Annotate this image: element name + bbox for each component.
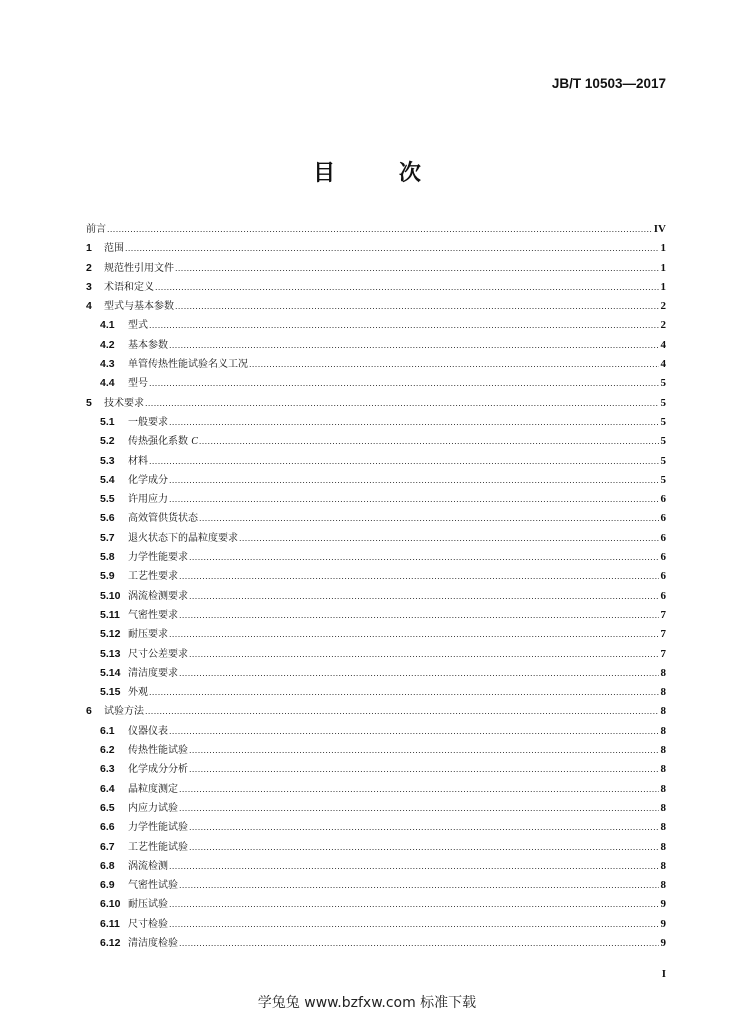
toc-entry[interactable] <box>86 432 666 451</box>
toc-entry-label-text: 尺寸检验 <box>128 918 168 930</box>
toc-entry-number: 5.13 <box>100 647 121 660</box>
toc-entry-number: 6.9 <box>100 879 115 892</box>
toc-leader-dots <box>149 374 659 393</box>
toc-entry-label-text: 力学性能要求 <box>128 552 188 564</box>
toc-leader-dots <box>189 645 659 664</box>
toc-entry-number: 5.9 <box>100 570 115 583</box>
toc-entry[interactable] <box>86 220 666 239</box>
toc-leader-dots <box>179 606 659 625</box>
toc-entry-page: 1 <box>660 280 666 293</box>
toc-entry-page: 8 <box>660 763 666 776</box>
toc-entry-page: 6 <box>660 493 666 506</box>
toc-entry-page: 9 <box>660 898 666 911</box>
toc-entry[interactable] <box>86 374 666 393</box>
toc-entry-label <box>128 722 169 741</box>
toc-entry-label-text: 涡流检测 <box>128 860 168 872</box>
toc-entry-page: 8 <box>660 724 666 737</box>
toc-entry[interactable] <box>86 239 666 258</box>
toc-entry-label-text: 高效管供货状态 <box>128 513 198 525</box>
toc-entry-label-text: 一般要求 <box>128 416 168 428</box>
standard-code: JB/T 10503—2017 <box>551 76 666 91</box>
toc-entry-number: 6 <box>86 705 92 718</box>
toc-entry-label <box>128 741 189 760</box>
toc-entry-page: IV <box>653 223 666 235</box>
toc-entry-page: 8 <box>660 705 666 718</box>
toc-entry[interactable] <box>86 818 666 837</box>
toc-entry-label <box>128 490 169 509</box>
toc-entry-label <box>104 702 145 721</box>
toc-leader-dots <box>169 336 659 355</box>
toc-entry-label <box>128 645 189 664</box>
toc-entry-label <box>128 818 189 837</box>
toc-entry-label <box>128 548 189 567</box>
toc-entry-number: 5.5 <box>100 493 115 506</box>
toc-entry[interactable] <box>86 876 666 895</box>
toc-leader-dots <box>199 509 659 528</box>
toc-entry[interactable] <box>86 799 666 818</box>
toc-entry[interactable] <box>86 683 666 702</box>
toc-entry[interactable] <box>86 336 666 355</box>
toc-entry[interactable] <box>86 760 666 779</box>
toc-entry-page: 5 <box>660 396 666 409</box>
toc-entry-label <box>128 529 239 548</box>
toc-entry-label-text: 耐压试验 <box>128 899 168 911</box>
toc-entry-number: 6.2 <box>100 744 115 757</box>
toc-entry-label <box>128 509 199 528</box>
toc-entry-page: 8 <box>660 821 666 834</box>
toc-entry-number: 3 <box>86 280 92 293</box>
toc-entry-page: 6 <box>660 531 666 544</box>
toc-entry-number: 2 <box>86 261 92 274</box>
toc-entry-label-text: 耐压要求 <box>128 629 168 641</box>
toc-entry-number: 6.1 <box>100 724 115 737</box>
toc-leader-dots <box>189 818 659 837</box>
toc-entry[interactable] <box>86 780 666 799</box>
toc-entry[interactable] <box>86 452 666 471</box>
toc-entry-label-text: 外观 <box>128 687 148 699</box>
toc-entry-label-text: 前言 <box>86 224 106 235</box>
toc-leader-dots <box>149 316 659 335</box>
toc-entry-label-text: 涡流检测要求 <box>128 590 188 602</box>
toc-entry[interactable] <box>86 490 666 509</box>
toc-entry-page: 8 <box>660 879 666 892</box>
toc-entry-label <box>104 239 125 258</box>
toc-entry-label-text: 工艺性能试验 <box>128 841 188 853</box>
toc-leader-dots <box>189 741 659 760</box>
toc-entry-number: 4.3 <box>100 358 115 371</box>
toc-entry[interactable] <box>86 702 666 721</box>
toc-entry-label-text: 气密性试验 <box>128 880 178 892</box>
toc-entry-label <box>104 297 175 316</box>
toc-entry-label <box>128 567 179 586</box>
toc-entry-label-text: 气密性要求 <box>128 609 178 621</box>
toc-entry-label-text: 技术要求 <box>104 397 144 409</box>
toc-entry-label <box>104 278 155 297</box>
toc-entry[interactable] <box>86 548 666 567</box>
toc-entry[interactable] <box>86 355 666 374</box>
toc-entry-number: 6.4 <box>100 782 115 795</box>
toc-leader-dots <box>169 857 659 876</box>
toc-entry-number: 5.15 <box>100 686 121 699</box>
toc-entry-page: 5 <box>660 473 666 486</box>
toc-entry-page: 6 <box>660 512 666 525</box>
toc-leader-dots <box>169 895 659 914</box>
toc-entry-page: 8 <box>660 782 666 795</box>
toc-entry-label-text: 化学成分分析 <box>128 764 188 776</box>
toc-entry-label-text: 型式 <box>128 320 148 332</box>
toc-entry[interactable] <box>86 838 666 857</box>
toc-entry-label <box>128 413 169 432</box>
toc-leader-dots <box>175 297 659 316</box>
toc-entry-label-text: 尺寸公差要求 <box>128 648 188 660</box>
toc-entry[interactable] <box>86 722 666 741</box>
toc-entry[interactable] <box>86 915 666 934</box>
page-number: I <box>661 968 666 980</box>
toc-leader-dots <box>249 355 659 374</box>
toc-entry-page: 7 <box>660 608 666 621</box>
toc-leader-dots <box>189 548 659 567</box>
page-title: 目 次 <box>313 160 449 186</box>
toc-entry-label-text: 型式与基本参数 <box>104 301 174 313</box>
toc-leader-dots <box>145 394 659 413</box>
toc-entry-label-text: 工艺性要求 <box>128 571 178 583</box>
toc-entry-number: 6.12 <box>100 936 121 949</box>
toc-leader-dots <box>169 490 659 509</box>
toc-leader-dots <box>189 838 659 857</box>
toc-entry-label <box>128 934 179 953</box>
toc-entry-label-text: 力学性能试验 <box>128 822 188 834</box>
toc-entry[interactable] <box>86 645 666 664</box>
toc-entry-label <box>128 683 149 702</box>
toc-entry-label-text: 范围 <box>104 243 124 255</box>
toc-entry[interactable] <box>86 857 666 876</box>
toc-entry-label <box>128 625 169 644</box>
toc-entry-page: 1 <box>660 242 666 255</box>
toc-entry[interactable] <box>86 259 666 278</box>
toc-entry-page: 5 <box>660 377 666 390</box>
toc-leader-dots <box>179 567 659 586</box>
toc-entry-label <box>128 606 179 625</box>
toc-entry-number: 4.4 <box>100 377 115 390</box>
toc-entry-page: 2 <box>660 300 666 313</box>
toc-entry-label <box>128 587 189 606</box>
toc-entry-page: 5 <box>660 435 666 448</box>
toc-entry-number: 6.5 <box>100 801 115 814</box>
toc-leader-dots <box>175 259 659 278</box>
toc-entry-page: 5 <box>660 454 666 467</box>
toc-entry-label-text: 清洁度要求 <box>128 667 178 679</box>
toc-entry[interactable] <box>86 606 666 625</box>
toc-entry[interactable] <box>86 316 666 335</box>
toc-entry-number: 5.3 <box>100 454 115 467</box>
toc-entry-page: 8 <box>660 666 666 679</box>
toc-entry-number: 5 <box>86 396 92 409</box>
toc-entry-page: 4 <box>660 358 666 371</box>
toc-leader-dots <box>149 452 659 471</box>
toc-entry-page: 6 <box>660 551 666 564</box>
toc-entry-label <box>128 336 169 355</box>
toc-entry-number: 5.12 <box>100 628 121 641</box>
toc-entry-page: 6 <box>660 589 666 602</box>
toc-entry-number: 6.7 <box>100 840 115 853</box>
toc-entry[interactable] <box>86 934 666 953</box>
toc-entry-label-text: 材料 <box>128 455 148 467</box>
toc-entry-page: 8 <box>660 859 666 872</box>
toc-entry-label-text: 晶粒度测定 <box>128 783 178 795</box>
toc-leader-dots <box>169 413 659 432</box>
toc-entry-page: 5 <box>660 415 666 428</box>
toc-entry-label-text: 单管传热性能试验名义工况 <box>128 359 248 371</box>
toc-entry-label <box>128 374 149 393</box>
toc-entry[interactable] <box>86 471 666 490</box>
toc-entry-label <box>128 915 169 934</box>
toc-leader-dots <box>155 278 659 297</box>
toc-leader-dots <box>149 683 659 702</box>
toc-leader-dots <box>145 702 659 721</box>
toc-entry[interactable] <box>86 413 666 432</box>
toc-entry-page: 4 <box>660 338 666 351</box>
toc-entry-page: 8 <box>660 744 666 757</box>
toc-entry-number: 6.10 <box>100 898 121 911</box>
toc-entry-label <box>86 220 107 239</box>
toc-entry-label-text: 退火状态下的晶粒度要求 <box>128 532 238 544</box>
toc-entry-page: 9 <box>660 936 666 949</box>
toc-entry-number: 6.11 <box>100 917 120 930</box>
toc-entry-label-text: 基本参数 <box>128 339 168 351</box>
toc-entry-page: 8 <box>660 686 666 699</box>
toc-entry-page: 1 <box>660 261 666 274</box>
toc-entry-page: 7 <box>660 628 666 641</box>
toc-entry-label-text: 内应力试验 <box>128 802 178 814</box>
toc-entry-label <box>128 432 199 451</box>
toc-entry-number: 4.2 <box>100 338 115 351</box>
toc-entry-label-text: 许用应力 <box>128 494 168 506</box>
toc-entry-page: 9 <box>660 917 666 930</box>
toc-entry-label <box>128 471 169 490</box>
toc-entry[interactable] <box>86 394 666 413</box>
toc-leader-dots <box>169 915 659 934</box>
watermark-text: 学兔兔 www.bzfxw.com 标准下载 <box>257 995 477 1011</box>
toc-entry[interactable] <box>86 625 666 644</box>
toc-entry-label-text: 规范性引用文件 <box>104 262 174 274</box>
toc-entry-label <box>104 259 175 278</box>
toc-entry[interactable] <box>86 509 666 528</box>
toc-entry-label <box>128 857 169 876</box>
toc-entry-symbol: C <box>191 436 198 448</box>
toc-leader-dots <box>189 587 659 606</box>
toc-leader-dots <box>189 760 659 779</box>
toc-entry-label <box>128 780 179 799</box>
toc-entry-number: 5.4 <box>100 473 115 486</box>
toc-entry-label-text: 仪器仪表 <box>128 725 168 737</box>
toc-entry-label <box>104 394 145 413</box>
toc-leader-dots <box>179 876 659 895</box>
toc-entry[interactable] <box>86 529 666 548</box>
toc-entry-label <box>128 316 149 335</box>
toc-entry-page: 6 <box>660 570 666 583</box>
toc-entry-number: 5.6 <box>100 512 115 525</box>
toc-entry[interactable] <box>86 664 666 683</box>
toc-leader-dots <box>239 529 659 548</box>
toc-entry-label <box>128 760 189 779</box>
toc-entry-label-text: 术语和定义 <box>104 281 154 293</box>
toc-entry-page: 8 <box>660 840 666 853</box>
toc-entry-label <box>128 799 179 818</box>
toc-entry-label-text: 化学成分 <box>128 474 168 486</box>
toc-leader-dots <box>199 432 659 451</box>
toc-entry-label <box>128 895 169 914</box>
toc-entry-label-text: 型号 <box>128 378 148 390</box>
toc-leader-dots <box>107 220 652 239</box>
toc-entry-number: 5.2 <box>100 435 115 448</box>
toc-entry-label-text: 传热强化系数 <box>128 436 188 448</box>
toc-entry[interactable] <box>86 895 666 914</box>
toc-entry-label <box>128 838 189 857</box>
toc-entry-number: 4.1 <box>100 319 115 332</box>
toc-entry-label <box>128 452 149 471</box>
toc-entry-label <box>128 876 179 895</box>
toc-leader-dots <box>179 664 659 683</box>
table-of-contents <box>86 220 666 953</box>
toc-entry[interactable] <box>86 587 666 606</box>
toc-entry-number: 5.14 <box>100 666 121 679</box>
toc-entry-label-text: 试验方法 <box>104 706 144 718</box>
toc-entry-number: 5.10 <box>100 589 121 602</box>
toc-entry-page: 7 <box>660 647 666 660</box>
toc-entry[interactable] <box>86 297 666 316</box>
toc-entry-page: 8 <box>660 801 666 814</box>
toc-entry-number: 1 <box>86 242 92 255</box>
toc-entry[interactable] <box>86 741 666 760</box>
toc-entry-label <box>128 664 179 683</box>
toc-entry-label-text: 传热性能试验 <box>128 745 188 757</box>
toc-entry-number: 5.1 <box>100 415 115 428</box>
toc-leader-dots <box>169 625 659 644</box>
toc-leader-dots <box>179 780 659 799</box>
toc-entry-number: 6.6 <box>100 821 115 834</box>
toc-entry-number: 4 <box>86 300 92 313</box>
toc-entry-number: 5.7 <box>100 531 115 544</box>
toc-leader-dots <box>169 722 659 741</box>
toc-entry-number: 5.8 <box>100 551 115 564</box>
toc-entry[interactable] <box>86 567 666 586</box>
toc-leader-dots <box>179 934 659 953</box>
toc-entry-page: 2 <box>660 319 666 332</box>
toc-leader-dots <box>169 471 659 490</box>
toc-entry-number: 6.8 <box>100 859 115 872</box>
toc-entry-label-text: 清洁度检验 <box>128 937 178 949</box>
toc-leader-dots <box>179 799 659 818</box>
toc-entry-number: 5.11 <box>100 608 120 621</box>
toc-entry-number: 6.3 <box>100 763 115 776</box>
toc-leader-dots <box>125 239 659 258</box>
toc-entry[interactable] <box>86 278 666 297</box>
toc-entry-label <box>128 355 249 374</box>
